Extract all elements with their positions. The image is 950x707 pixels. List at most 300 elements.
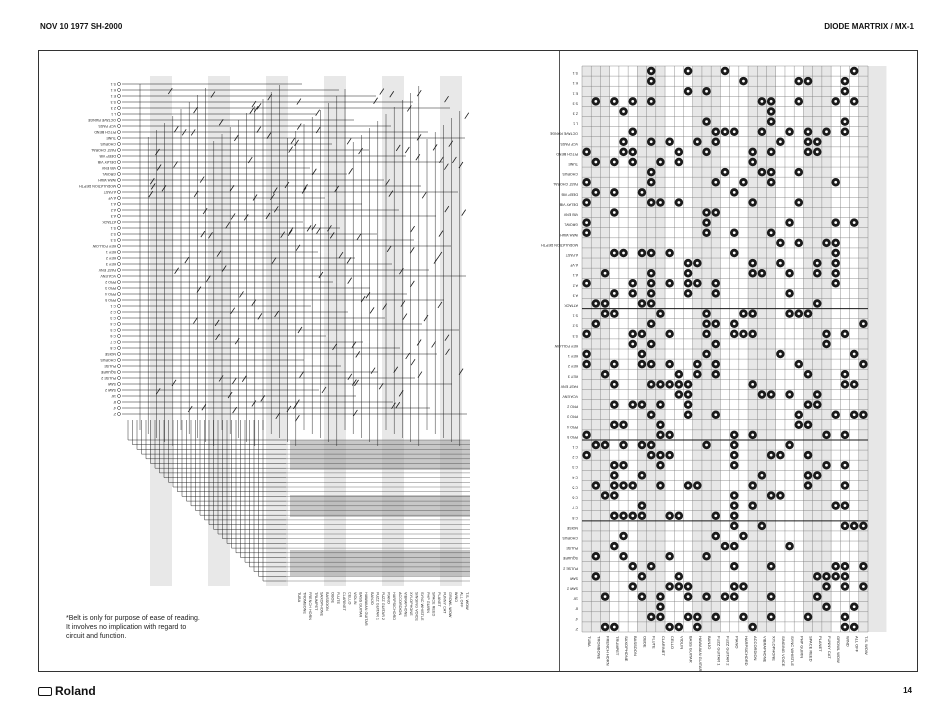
- matrix-row-label: A VF: [570, 263, 578, 268]
- diode-dot-center: [631, 151, 634, 154]
- diode-dot-center: [668, 514, 671, 517]
- diode-dot-center: [585, 231, 588, 234]
- matrix-row-label: PITCH BEND: [556, 151, 578, 156]
- bus-terminal: [118, 101, 121, 104]
- diode-dot-center: [834, 241, 837, 244]
- matrix-row-label: GROWL: [564, 222, 578, 227]
- diode-symbol: [242, 376, 246, 382]
- diode-dot-center: [834, 504, 837, 507]
- diode-dot-center: [770, 120, 773, 123]
- diode-dot-center: [650, 383, 653, 386]
- diode-dot-center: [622, 252, 625, 255]
- matrix-row-label: FAST ENV: [560, 384, 578, 389]
- schematic-instrument-label: FRENCH HORN: [308, 592, 313, 621]
- diode-dot-center: [816, 403, 819, 406]
- bus-label: KEY 2: [105, 256, 116, 260]
- diode-dot-center: [659, 615, 662, 618]
- diode-symbol: [349, 168, 353, 174]
- diode-dot-center: [714, 211, 717, 214]
- schematic-instrument-label: GROWL WOW: [448, 592, 453, 618]
- diode-symbol: [231, 308, 235, 314]
- diode-symbol: [417, 90, 421, 96]
- diode-dot-center: [705, 353, 708, 356]
- diode-dot-center: [733, 585, 736, 588]
- diode-symbol: [174, 161, 178, 167]
- diode-dot-center: [705, 312, 708, 315]
- diode-dot-center: [687, 70, 690, 73]
- bus-label: C 5: [110, 328, 116, 332]
- diode-dot-center: [641, 474, 644, 477]
- diode-dot-center: [594, 322, 597, 325]
- diode-dot-center: [604, 312, 607, 315]
- diode-dot-center: [825, 464, 828, 467]
- diode-symbol: [371, 368, 375, 374]
- diode-dot-center: [733, 545, 736, 548]
- diode-dot-center: [613, 292, 616, 295]
- bus-label: WAH-WAH: [98, 178, 116, 182]
- diode-dot-center: [613, 211, 616, 214]
- diode-dot-center: [742, 80, 745, 83]
- matrix-column-label: CLARINET: [660, 636, 666, 656]
- diode-dot-center: [751, 383, 754, 386]
- diode-dot-center: [594, 161, 597, 164]
- diode-dot-center: [687, 90, 690, 93]
- schematic-instrument-label: HARPSICHORD: [392, 592, 397, 621]
- bus-terminal: [118, 233, 121, 236]
- matrix-column-label: PHP GUIRN: [799, 636, 805, 659]
- diode-dot-center: [834, 575, 837, 578]
- diode-dot-center: [604, 444, 607, 447]
- bus-label: VCA ENV: [100, 274, 116, 278]
- bus-label: KEY 3: [105, 262, 116, 266]
- diode-dot-center: [659, 403, 662, 406]
- diode-dot-center: [844, 80, 847, 83]
- diode-dot-center: [650, 140, 653, 143]
- diode-dot-center: [705, 211, 708, 214]
- matrix-row-label: C 1: [572, 445, 578, 450]
- diode-dot-center: [650, 282, 653, 285]
- diode-symbol: [253, 194, 257, 200]
- bus-label: CHORUS: [100, 358, 116, 362]
- diode-dot-center: [807, 615, 810, 618]
- diode-dot-center: [733, 494, 736, 497]
- diode-dot-center: [770, 231, 773, 234]
- matrix-row-label: S 3: [572, 333, 578, 338]
- diode-dot-center: [631, 343, 634, 346]
- diode-dot-center: [668, 332, 671, 335]
- diode-dot-center: [751, 201, 754, 204]
- diode-dot-center: [687, 585, 690, 588]
- matrix-grid: [541, 66, 887, 672]
- diode-dot-center: [659, 383, 662, 386]
- diode-dot-center: [853, 70, 856, 73]
- schematic-instrument-label: FUZZ GUITAR 1: [375, 592, 380, 620]
- diode-dot-center: [650, 444, 653, 447]
- diode-symbol: [193, 318, 197, 324]
- diode-dot-center: [585, 151, 588, 154]
- bus-label: PULSE 2: [101, 376, 116, 380]
- matrix-row-label: C 3: [572, 465, 578, 470]
- matrix-column-label: FUNNY CAT: [826, 636, 832, 659]
- diode-dot-center: [770, 151, 773, 154]
- bus-terminal: [118, 257, 121, 260]
- bus-label: 4': [113, 406, 116, 410]
- diode-dot-center: [677, 383, 680, 386]
- diode-dot-center: [696, 282, 699, 285]
- matrix-column-label: HAWAIIAN GUITAR: [697, 636, 703, 672]
- diode-dot-center: [631, 332, 634, 335]
- diode-dot-center: [788, 393, 791, 396]
- bus-terminal: [118, 125, 121, 128]
- diode-dot-center: [622, 464, 625, 467]
- diode-dot-center: [724, 130, 727, 133]
- schematic-instrument-label: FLUTE: [336, 592, 341, 605]
- diode-dot-center: [742, 332, 745, 335]
- matrix-row-label: ATTACK: [564, 303, 578, 308]
- diode-symbol: [319, 272, 323, 278]
- diode-dot-center: [696, 626, 699, 629]
- bus-label: TUNE: [106, 136, 116, 140]
- bus-terminal: [118, 179, 121, 182]
- belt-block: [290, 440, 470, 470]
- bus-terminal: [118, 107, 121, 110]
- roland-logo-icon: [38, 687, 52, 696]
- diode-dot-center: [751, 161, 754, 164]
- matrix-row-label: KEY 3: [567, 374, 578, 379]
- matrix-row-label: PULSE: [566, 546, 578, 551]
- diode-symbol: [316, 110, 320, 116]
- diode-dot-center: [862, 585, 865, 588]
- diode-dot-center: [751, 272, 754, 275]
- bus-terminal: [118, 275, 121, 278]
- diode-dot-center: [631, 514, 634, 517]
- diode-symbol: [289, 227, 293, 233]
- diode-dot-center: [631, 585, 634, 588]
- diode-dot-center: [853, 353, 856, 356]
- diode-symbol: [231, 213, 235, 219]
- diode-dot-center: [816, 140, 819, 143]
- diode-dot-center: [807, 454, 810, 457]
- bus-label: C 6: [110, 334, 116, 338]
- bus-terminal: [118, 173, 121, 176]
- diode-dot-center: [613, 100, 616, 103]
- schematic-instrument-label: TROMBONE: [302, 592, 307, 614]
- diode-dot-center: [677, 201, 680, 204]
- diode-dot-center: [622, 444, 625, 447]
- diode-dot-center: [761, 130, 764, 133]
- diode-dot-center: [705, 555, 708, 558]
- schematic-instrument-label: OBOE: [330, 592, 335, 603]
- matrix-column-label: ACCORDION: [753, 636, 759, 661]
- belt-band: [208, 76, 230, 586]
- bus-terminal: [118, 377, 121, 380]
- diode-dot-center: [705, 595, 708, 598]
- diode-dot-center: [650, 100, 653, 103]
- bus-label: C 8: [110, 346, 116, 350]
- schematic-instrument-label: VIBRAPHONE: [403, 592, 408, 617]
- diode-dot-center: [733, 464, 736, 467]
- diode-dot-center: [733, 454, 736, 457]
- matrix-column-label: TUBA: [587, 636, 593, 647]
- diode-dot-center: [834, 252, 837, 255]
- diode-dot-center: [668, 282, 671, 285]
- diode-dot-center: [807, 80, 810, 83]
- diode-dot-center: [585, 434, 588, 437]
- matrix-row-label: 4': [575, 616, 578, 621]
- diode-dot-center: [659, 312, 662, 315]
- diode-dot-center: [677, 161, 680, 164]
- matrix-column-label: VIOLIN: [679, 636, 685, 650]
- matrix-row-label: S 2: [572, 323, 578, 328]
- matrix-row-label: E 1: [572, 91, 578, 96]
- diode-dot-center: [807, 140, 810, 143]
- diode-symbol: [312, 224, 316, 230]
- diode-dot-center: [714, 535, 717, 538]
- bus-label: 8': [113, 400, 116, 404]
- diode-symbol: [424, 315, 428, 321]
- diode-dot-center: [585, 282, 588, 285]
- diode-dot-center: [613, 514, 616, 517]
- matrix-column-label: ALL OFF: [854, 636, 860, 653]
- diode-dot-center: [797, 100, 800, 103]
- bus-terminal: [118, 395, 121, 398]
- diode-dot-center: [853, 524, 856, 527]
- matrix-column-label: SAXOPHONE: [624, 636, 630, 662]
- diode-dot-center: [834, 272, 837, 275]
- diode-dot-center: [844, 120, 847, 123]
- diode-dot-center: [761, 272, 764, 275]
- matrix-row-label: SQUARE: [562, 556, 578, 561]
- diode-dot-center: [585, 181, 588, 184]
- diode-dot-center: [705, 444, 708, 447]
- matrix-row-label: 2': [575, 626, 578, 631]
- diode-dot-center: [613, 161, 616, 164]
- diode-symbol: [289, 147, 293, 153]
- bus-label: PRO 2: [105, 280, 116, 284]
- bus-label: A 1: [110, 202, 116, 206]
- schematic-instrument-label: PHP GUIRN: [425, 592, 430, 614]
- bus-label: 16': [111, 394, 116, 398]
- schematic-instrument-label: TRUMPET: [313, 592, 318, 611]
- matrix-column-label: HARPSICHORD: [743, 636, 749, 666]
- diode-symbol: [174, 126, 178, 132]
- diode-dot-center: [668, 626, 671, 629]
- diode-symbol: [465, 113, 469, 119]
- diode-symbol: [258, 313, 262, 319]
- diode-symbol: [347, 138, 351, 144]
- matrix-row-label: MODULATION DEPTH: [541, 242, 578, 247]
- bus-terminal: [118, 239, 121, 242]
- header-title: DIODE MARTRIX / MX-1: [824, 22, 914, 31]
- diode-dot-center: [724, 545, 727, 548]
- diode-dot-center: [622, 535, 625, 538]
- diode-dot-center: [733, 565, 736, 568]
- bus-label: E 1: [110, 94, 116, 98]
- diode-symbol: [244, 214, 248, 220]
- diode-dot-center: [696, 373, 699, 376]
- diode-dot-center: [714, 343, 717, 346]
- diode-dot-center: [724, 595, 727, 598]
- schematic-instrument-label: SPACE REED: [431, 592, 436, 617]
- bus-terminal: [118, 203, 121, 206]
- diode-dot-center: [825, 332, 828, 335]
- diode-dot-center: [631, 403, 634, 406]
- diode-dot-center: [844, 626, 847, 629]
- diode-dot-center: [797, 241, 800, 244]
- diode-symbol: [316, 228, 320, 234]
- bus-label: VCF PASS: [98, 124, 116, 128]
- diode-dot-center: [622, 423, 625, 426]
- diode-symbol: [297, 124, 301, 130]
- diode-dot-center: [622, 484, 625, 487]
- matrix-column-label: T.S. WOW: [863, 636, 869, 655]
- diode-symbol: [261, 395, 265, 401]
- diode-dot-center: [779, 454, 782, 457]
- diode-dot-center: [853, 221, 856, 224]
- diode-dot-center: [834, 413, 837, 416]
- matrix-column-label: VIBRAPHONE: [762, 636, 768, 663]
- diode-symbol: [300, 372, 304, 378]
- diode-dot-center: [844, 130, 847, 133]
- diode-dot-center: [844, 90, 847, 93]
- diode-symbol: [348, 374, 352, 380]
- bus-label: KEY FOLLOW: [92, 244, 116, 248]
- diode-dot-center: [677, 575, 680, 578]
- diode-dot-center: [650, 363, 653, 366]
- diode-dot-center: [659, 423, 662, 426]
- bus-label: DELAY VIB: [97, 160, 116, 164]
- diode-dot-center: [844, 615, 847, 618]
- diode-symbol: [250, 108, 254, 114]
- schematic-instrument-label: SYNC WHISTLE: [420, 592, 425, 621]
- diode-dot-center: [733, 332, 736, 335]
- diode-dot-center: [724, 70, 727, 73]
- diode-dot-center: [788, 130, 791, 133]
- diode-dot-center: [631, 282, 634, 285]
- diode-dot-center: [613, 494, 616, 497]
- diode-symbol: [288, 230, 292, 236]
- diode-symbol: [291, 138, 295, 144]
- footnote-line: *Belt is only for purpose of ease of reading.: [66, 615, 200, 622]
- diode-symbol: [410, 281, 414, 287]
- bus-terminal: [118, 359, 121, 362]
- matrix-column-label: GROWL WOW: [836, 636, 842, 663]
- bus-terminal: [118, 83, 121, 86]
- bus-terminal: [118, 401, 121, 404]
- matrix-row-label: Z 3: [572, 111, 578, 116]
- diode-dot-center: [844, 332, 847, 335]
- belt-block: [290, 495, 470, 517]
- diode-dot-center: [641, 302, 644, 305]
- matrix-row-label: A FAST: [565, 252, 578, 257]
- bus-terminal: [118, 341, 121, 344]
- diode-dot-center: [807, 403, 810, 406]
- matrix-column-label: TROMBONE: [596, 636, 602, 660]
- diode-dot-center: [641, 595, 644, 598]
- diode-dot-center: [797, 201, 800, 204]
- diode-dot-center: [733, 130, 736, 133]
- diode-dot-center: [705, 120, 708, 123]
- diode-dot-center: [853, 383, 856, 386]
- bus-terminal: [118, 389, 121, 392]
- diode-dot-center: [613, 403, 616, 406]
- diode-symbol: [202, 404, 206, 410]
- matrix-row-label: SAW: [569, 576, 578, 581]
- diode-dot-center: [622, 555, 625, 558]
- matrix-row-label: VCA ENV: [562, 394, 578, 399]
- bus-terminal: [118, 353, 121, 356]
- diode-dot-center: [705, 231, 708, 234]
- matrix-row-label: S 1: [572, 313, 578, 318]
- diode-dot-center: [659, 434, 662, 437]
- diode-dot-center: [844, 575, 847, 578]
- matrix-row-label: C 8: [572, 515, 578, 520]
- diode-dot-center: [585, 353, 588, 356]
- diode-dot-center: [613, 423, 616, 426]
- diode-symbol: [357, 234, 361, 240]
- diode-dot-center: [659, 595, 662, 598]
- diode-dot-center: [714, 282, 717, 285]
- diode-dot-center: [733, 191, 736, 194]
- diode-dot-center: [714, 373, 717, 376]
- bus-label: K 1: [110, 88, 116, 92]
- schematic-instrument-label: BANJO: [369, 592, 374, 605]
- bus-label: DEEP VIB: [99, 154, 116, 158]
- diode-dot-center: [816, 575, 819, 578]
- diode-dot-center: [853, 413, 856, 416]
- diode-dot-center: [631, 161, 634, 164]
- diode-symbol: [348, 278, 352, 284]
- diode-dot-center: [650, 413, 653, 416]
- matrix-row-label: FAST CHORAL: [553, 182, 578, 187]
- matrix-row-label: PULSE 2: [563, 566, 578, 571]
- bus-label: KEY 1: [105, 250, 116, 254]
- matrix-column-label: WIND: [845, 636, 851, 647]
- diode-dot-center: [650, 343, 653, 346]
- bus-terminal: [118, 371, 121, 374]
- matrix-column-label: PIANO: [734, 636, 740, 649]
- diode-dot-center: [687, 272, 690, 275]
- diode-symbol: [191, 129, 195, 135]
- matrix-row-label: K 1: [572, 81, 578, 86]
- diode-dot-center: [779, 353, 782, 356]
- diode-dot-center: [770, 565, 773, 568]
- diode-dot-center: [862, 363, 865, 366]
- diode-dot-center: [770, 615, 773, 618]
- diode-dot-center: [705, 221, 708, 224]
- diode-dot-center: [668, 363, 671, 366]
- diode-dot-center: [631, 100, 634, 103]
- diode-dot-center: [742, 312, 745, 315]
- diode-dot-center: [834, 565, 837, 568]
- diode-symbol: [188, 406, 192, 412]
- diode-dot-center: [751, 626, 754, 629]
- diode-dot-center: [714, 292, 717, 295]
- matrix-column-label: FLUTE: [651, 636, 657, 649]
- roland-logo: [38, 684, 96, 698]
- diode-dot-center: [834, 181, 837, 184]
- diode-symbol: [347, 257, 351, 263]
- diode-dot-center: [714, 363, 717, 366]
- diode-symbol: [411, 359, 415, 365]
- diode-symbol: [296, 245, 300, 251]
- matrix-row-label: KEY FOLLOW: [554, 343, 578, 348]
- diode-symbol: [182, 129, 186, 135]
- diode-dot-center: [751, 434, 754, 437]
- diode-dot-center: [622, 140, 625, 143]
- bus-terminal: [118, 185, 121, 188]
- diode-symbol: [252, 300, 256, 306]
